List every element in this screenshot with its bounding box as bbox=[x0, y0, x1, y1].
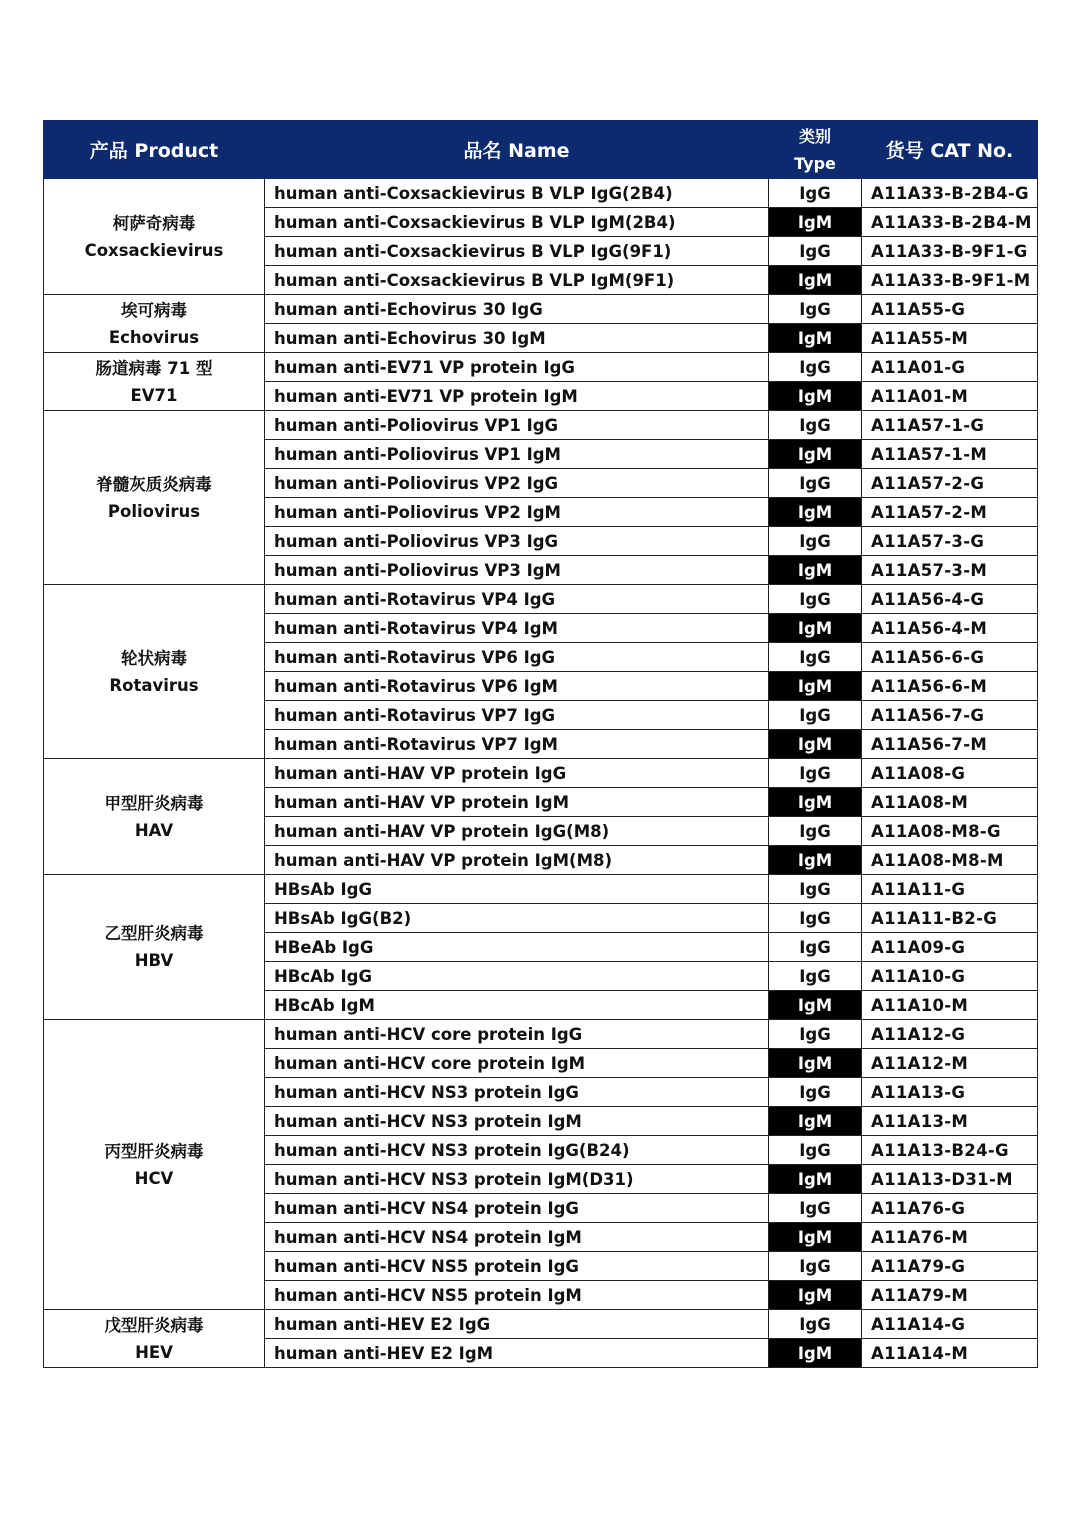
product-name-cell: human anti-Rotavirus VP6 IgG bbox=[265, 643, 769, 672]
type-cell: IgG bbox=[769, 701, 862, 730]
type-cell: IgM bbox=[769, 440, 862, 469]
table-row bbox=[44, 411, 1038, 440]
cat-no-cell: A11A57-1-M bbox=[862, 440, 1038, 469]
product-group-cn: 甲型肝炎病毒 bbox=[104, 793, 204, 813]
cat-no-cell: A11A76-G bbox=[862, 1194, 1038, 1223]
cat-no-cell: A11A08-G bbox=[862, 759, 1038, 788]
type-cell: IgG bbox=[769, 875, 862, 904]
product-group-cell bbox=[44, 585, 265, 759]
product-group-cn: 脊髓灰质炎病毒 bbox=[96, 474, 212, 494]
product-group-en: Poliovirus bbox=[107, 501, 201, 521]
cat-no-cell: A11A56-6-G bbox=[862, 643, 1038, 672]
cat-no-cell: A11A13-B24-G bbox=[862, 1136, 1038, 1165]
product-name-cell: human anti-Poliovirus VP1 IgM bbox=[265, 440, 769, 469]
type-cell: IgM bbox=[769, 324, 862, 353]
product-name-cell: human anti-HCV NS4 protein IgM bbox=[265, 1223, 769, 1252]
product-name-cell: human anti-Rotavirus VP7 IgM bbox=[265, 730, 769, 759]
type-cell: IgG bbox=[769, 817, 862, 846]
cat-no-cell: A11A33-B-9F1-M bbox=[862, 266, 1038, 295]
header-product: 产品 Product bbox=[44, 121, 265, 179]
type-cell: IgM bbox=[769, 1165, 862, 1194]
product-name-cell: human anti-HCV NS3 protein IgM bbox=[265, 1107, 769, 1136]
type-cell: IgM bbox=[769, 382, 862, 411]
product-group-cell bbox=[44, 411, 265, 585]
cat-no-cell: A11A12-G bbox=[862, 1020, 1038, 1049]
type-cell: IgG bbox=[769, 933, 862, 962]
cat-no-cell: A11A55-G bbox=[862, 295, 1038, 324]
product-name-cell: human anti-Poliovirus VP3 IgG bbox=[265, 527, 769, 556]
product-group-cn: 柯萨奇病毒 bbox=[112, 213, 196, 233]
cat-no-cell: A11A11-B2-G bbox=[862, 904, 1038, 933]
product-name-cell: human anti-HAV VP protein IgM bbox=[265, 788, 769, 817]
cat-no-cell: A11A12-M bbox=[862, 1049, 1038, 1078]
product-name-cell: HBeAb IgG bbox=[265, 933, 769, 962]
product-name-cell: human anti-Coxsackievirus B VLP IgG(9F1) bbox=[265, 237, 769, 266]
type-cell: IgG bbox=[769, 469, 862, 498]
type-cell: IgG bbox=[769, 295, 862, 324]
cat-no-cell: A11A09-G bbox=[862, 933, 1038, 962]
product-group-cell bbox=[44, 759, 265, 875]
cat-no-cell: A11A56-7-M bbox=[862, 730, 1038, 759]
product-group-cell bbox=[44, 295, 265, 353]
product-group-en: HAV bbox=[134, 820, 174, 840]
product-name-cell: human anti-Poliovirus VP3 IgM bbox=[265, 556, 769, 585]
product-group-en: HCV bbox=[134, 1168, 174, 1188]
product-group-cell bbox=[44, 875, 265, 1020]
product-name-cell: human anti-HAV VP protein IgM(M8) bbox=[265, 846, 769, 875]
product-group-cn: 戊型肝炎病毒 bbox=[104, 1315, 204, 1335]
type-cell: IgG bbox=[769, 962, 862, 991]
cat-no-cell: A11A57-1-G bbox=[862, 411, 1038, 440]
product-name-cell: HBsAb IgG(B2) bbox=[265, 904, 769, 933]
type-cell: IgM bbox=[769, 846, 862, 875]
table-row bbox=[44, 1020, 1038, 1049]
type-cell: IgM bbox=[769, 1223, 862, 1252]
product-group-cell bbox=[44, 1020, 265, 1310]
type-cell: IgM bbox=[769, 1107, 862, 1136]
cat-no-cell: A11A13-G bbox=[862, 1078, 1038, 1107]
product-group-cell bbox=[44, 179, 265, 295]
type-cell: IgM bbox=[769, 1049, 862, 1078]
type-cell: IgM bbox=[769, 1339, 862, 1368]
product-name-cell: human anti-Coxsackievirus B VLP IgM(2B4) bbox=[265, 208, 769, 237]
header-type bbox=[769, 121, 862, 179]
product-group-cn: 丙型肝炎病毒 bbox=[104, 1141, 204, 1161]
product-table bbox=[43, 120, 1038, 1368]
product-name-cell: human anti-Rotavirus VP4 IgG bbox=[265, 585, 769, 614]
type-cell: IgG bbox=[769, 411, 862, 440]
cat-no-cell: A11A01-G bbox=[862, 353, 1038, 382]
type-cell: IgG bbox=[769, 179, 862, 208]
product-name-cell: HBsAb IgG bbox=[265, 875, 769, 904]
product-name-cell: human anti-HCV NS3 protein IgG bbox=[265, 1078, 769, 1107]
product-name-cell: human anti-HCV NS5 protein IgG bbox=[265, 1252, 769, 1281]
cat-no-cell: A11A10-G bbox=[862, 962, 1038, 991]
cat-no-cell: A11A33-B-2B4-M bbox=[862, 208, 1038, 237]
product-name-cell: human anti-HCV NS3 protein IgM(D31) bbox=[265, 1165, 769, 1194]
type-cell: IgM bbox=[769, 556, 862, 585]
product-group-en: HBV bbox=[134, 951, 174, 970]
cat-no-cell: A11A11-G bbox=[862, 875, 1038, 904]
cat-no-cell: A11A08-M8-M bbox=[862, 846, 1038, 875]
type-cell: IgM bbox=[769, 614, 862, 643]
product-group-en: Echovirus bbox=[108, 327, 200, 347]
cat-no-cell: A11A56-7-G bbox=[862, 701, 1038, 730]
product-name-cell: human anti-EV71 VP protein IgM bbox=[265, 382, 769, 411]
type-cell: IgM bbox=[769, 730, 862, 759]
type-cell: IgG bbox=[769, 1252, 862, 1281]
cat-no-cell: A11A57-3-G bbox=[862, 527, 1038, 556]
type-cell: IgM bbox=[769, 266, 862, 295]
table-row bbox=[44, 759, 1038, 788]
product-name-cell: human anti-Rotavirus VP4 IgM bbox=[265, 614, 769, 643]
product-name-cell: human anti-HCV core protein IgG bbox=[265, 1020, 769, 1049]
product-name-cell: human anti-Coxsackievirus B VLP IgM(9F1) bbox=[265, 266, 769, 295]
type-cell: IgG bbox=[769, 643, 862, 672]
product-group-cell bbox=[44, 1310, 265, 1368]
product-name-cell: human anti-EV71 VP protein IgG bbox=[265, 353, 769, 382]
header-type-en: Type bbox=[794, 153, 836, 173]
type-cell: IgG bbox=[769, 1078, 862, 1107]
cat-no-cell: A11A13-D31-M bbox=[862, 1165, 1038, 1194]
cat-no-cell: A11A55-M bbox=[862, 324, 1038, 353]
type-cell: IgG bbox=[769, 585, 862, 614]
product-name-cell: human anti-HAV VP protein IgG(M8) bbox=[265, 817, 769, 846]
type-cell: IgM bbox=[769, 991, 862, 1020]
product-name-cell: human anti-Coxsackievirus B VLP IgG(2B4) bbox=[265, 179, 769, 208]
product-name-cell: human anti-HAV VP protein IgG bbox=[265, 759, 769, 788]
type-cell: IgG bbox=[769, 904, 862, 933]
type-cell: IgG bbox=[769, 237, 862, 266]
cat-no-cell: A11A76-M bbox=[862, 1223, 1038, 1252]
table-row bbox=[44, 353, 1038, 382]
type-cell: IgG bbox=[769, 527, 862, 556]
cat-no-cell: A11A56-4-M bbox=[862, 614, 1038, 643]
cat-no-cell: A11A56-6-M bbox=[862, 672, 1038, 701]
product-name-cell: human anti-Poliovirus VP2 IgM bbox=[265, 498, 769, 527]
cat-no-cell: A11A57-2-G bbox=[862, 469, 1038, 498]
type-cell: IgM bbox=[769, 1281, 862, 1310]
table-row bbox=[44, 875, 1038, 904]
product-name-cell: human anti-Echovirus 30 IgM bbox=[265, 324, 769, 353]
cat-no-cell: A11A33-B-2B4-G bbox=[862, 179, 1038, 208]
product-name-cell: HBcAb IgM bbox=[265, 991, 769, 1020]
product-group-en: HEV bbox=[135, 1342, 173, 1362]
table-row bbox=[44, 1310, 1038, 1339]
table-body bbox=[44, 179, 1038, 1368]
type-cell: IgG bbox=[769, 353, 862, 382]
product-name-cell: human anti-HCV NS3 protein IgG(B24) bbox=[265, 1136, 769, 1165]
cat-no-cell: A11A79-G bbox=[862, 1252, 1038, 1281]
type-cell: IgG bbox=[769, 1020, 862, 1049]
type-cell: IgG bbox=[769, 1136, 862, 1165]
product-group-cn: 埃可病毒 bbox=[121, 300, 187, 320]
product-name-cell: human anti-Rotavirus VP6 IgM bbox=[265, 672, 769, 701]
cat-no-cell: A11A08-M bbox=[862, 788, 1038, 817]
cat-no-cell: A11A10-M bbox=[862, 991, 1038, 1020]
cat-no-cell: A11A56-4-G bbox=[862, 585, 1038, 614]
cat-no-cell: A11A33-B-9F1-G bbox=[862, 237, 1038, 266]
product-group-en: Coxsackievirus bbox=[84, 240, 224, 260]
cat-no-cell: A11A01-M bbox=[862, 382, 1038, 411]
cat-no-cell: A11A57-2-M bbox=[862, 498, 1038, 527]
type-cell: IgG bbox=[769, 1310, 862, 1339]
product-group-cn: 肠道病毒 71 型 bbox=[95, 358, 213, 378]
type-cell: IgG bbox=[769, 1194, 862, 1223]
type-cell: IgM bbox=[769, 208, 862, 237]
cat-no-cell: A11A57-3-M bbox=[862, 556, 1038, 585]
cat-no-cell: A11A79-M bbox=[862, 1281, 1038, 1310]
table-row bbox=[44, 179, 1038, 208]
type-cell: IgG bbox=[769, 759, 862, 788]
type-cell: IgM bbox=[769, 672, 862, 701]
table-row bbox=[44, 295, 1038, 324]
product-name-cell: human anti-Rotavirus VP7 IgG bbox=[265, 701, 769, 730]
product-group-cell bbox=[44, 353, 265, 411]
product-name-cell: human anti-Echovirus 30 IgG bbox=[265, 295, 769, 324]
cat-no-cell: A11A08-M8-G bbox=[862, 817, 1038, 846]
product-name-cell: human anti-Poliovirus VP2 IgG bbox=[265, 469, 769, 498]
product-name-cell: human anti-HCV NS4 protein IgG bbox=[265, 1194, 769, 1223]
product-name-cell: HBcAb IgG bbox=[265, 962, 769, 991]
product-group-en: EV71 bbox=[130, 385, 178, 405]
product-name-cell: human anti-HEV E2 IgM bbox=[265, 1339, 769, 1368]
table-row bbox=[44, 585, 1038, 614]
product-name-cell: human anti-Poliovirus VP1 IgG bbox=[265, 411, 769, 440]
header-name: 品名 Name bbox=[265, 121, 769, 179]
product-name-cell: human anti-HCV NS5 protein IgM bbox=[265, 1281, 769, 1310]
cat-no-cell: A11A14-M bbox=[862, 1339, 1038, 1368]
header-type-cn: 类别 bbox=[798, 126, 831, 146]
header-cat: 货号 CAT No. bbox=[862, 121, 1038, 179]
table-header-row bbox=[44, 121, 1038, 179]
product-group-cn: 乙型肝炎病毒 bbox=[104, 924, 204, 943]
type-cell: IgM bbox=[769, 788, 862, 817]
cat-no-cell: A11A13-M bbox=[862, 1107, 1038, 1136]
product-group-en: Rotavirus bbox=[109, 675, 199, 695]
product-group-cn: 轮状病毒 bbox=[121, 648, 187, 668]
cat-no-cell: A11A14-G bbox=[862, 1310, 1038, 1339]
product-name-cell: human anti-HCV core protein IgM bbox=[265, 1049, 769, 1078]
type-cell: IgM bbox=[769, 498, 862, 527]
product-name-cell: human anti-HEV E2 IgG bbox=[265, 1310, 769, 1339]
